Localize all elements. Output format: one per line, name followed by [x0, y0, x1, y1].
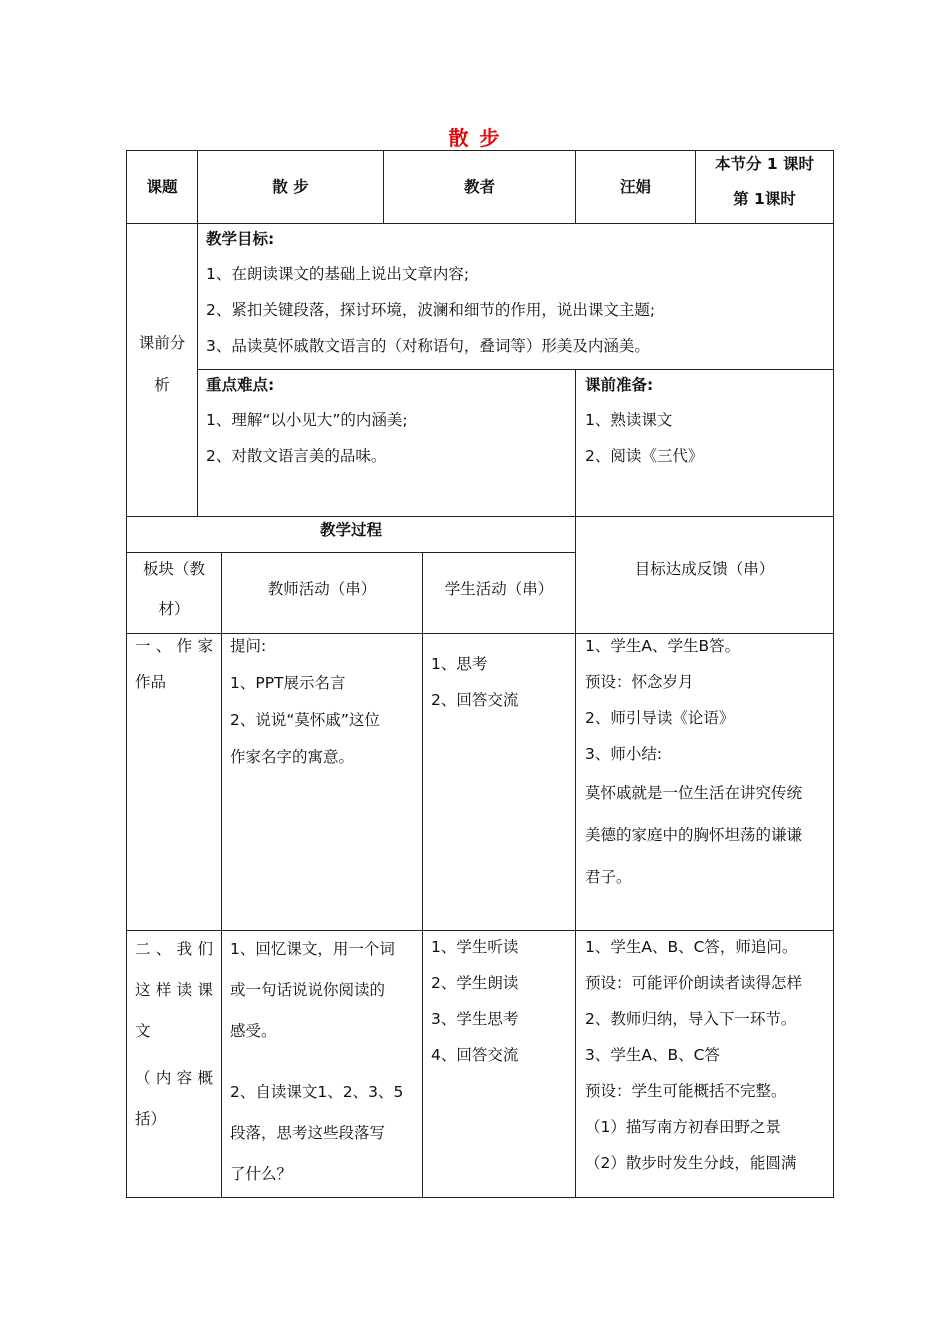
col-teacher-header: 教师活动（串）	[267, 580, 377, 598]
goal-item: 2、紧扣关键段落，探讨环境，波澜和细节的作用，说出课文主题;	[206, 301, 656, 319]
pre-analysis-label-1: 课前分	[138, 334, 186, 352]
pre-analysis-label-2: 析	[154, 376, 170, 394]
label-teacher: 教者	[463, 178, 495, 196]
row1-student: 1、思考 2、回答交流	[431, 655, 519, 709]
row1-feedback: 1、学生A、学生B答。 预设：怀念岁月 2、师引导读《论语》 3、师小结: 莫怀戚就是一位生活在讲究传统 美德的家庭中的胸怀坦荡的谦谦 君子。	[585, 637, 803, 886]
row2-student: 1、学生听读 2、学生朗读 3、学生思考 4、回答交流	[431, 938, 519, 1064]
keypoints-heading: 重点难点:	[206, 376, 275, 394]
goals-heading: 教学目标:	[206, 230, 275, 248]
row2-teacher: 1、回忆课文，用一个词 或一句话说说你阅读的 感受。 2、自读课文1、2、3、5 段落，思考这些段落写 了什么？	[230, 940, 404, 1183]
process-heading: 教学过程	[319, 521, 382, 539]
col-block-header-2: 材）	[158, 600, 190, 618]
row1-teacher: 提问: 1、PPT展示名言 2、说说“莫怀戚”这位 作家名字的寓意。	[230, 637, 380, 766]
row1-block: 一、作家 作品	[135, 637, 213, 691]
row2-block: 二、我们 这样读课 文 （内容概 括）	[135, 940, 213, 1128]
col-block-header-1: 板块（教	[142, 560, 205, 578]
col-feedback-header: 目标达成反馈（串）	[634, 560, 775, 578]
goal-item: 1、在朗读课文的基础上说出文章内容;	[206, 265, 470, 283]
keypoint-item: 1、理解“以小见大”的内涵美;	[206, 411, 408, 429]
lesson-number: 第 1课时	[733, 190, 796, 208]
row2-feedback: 1、学生A、B、C答，师追问。 预设：可能评价朗读者读得怎样 2、教师归纳，导入下一环节。 3、学生A、B、C答 预设：学生可能概括不完整。 （1）描写南方初春田野之景 （2）散步时发生分歧，能圆满	[585, 938, 803, 1172]
keypoint-item: 2、对散文语言美的品味。	[206, 447, 387, 465]
col-student-header: 学生活动（串）	[444, 580, 554, 598]
prep-item: 1、熟读课文	[585, 411, 673, 429]
prep-heading: 课前准备:	[585, 376, 654, 394]
goal-item: 3、品读莫怀戚散文语言的（对称语句，叠词等）形美及内涵美。	[206, 337, 650, 355]
label-topic: 课题	[146, 178, 178, 196]
prep-item: 2、阅读《三代》	[585, 447, 704, 465]
topic-value: 散 步	[272, 178, 309, 196]
teacher-name: 汪娟	[619, 178, 651, 196]
document-title: 散 步	[448, 126, 502, 150]
lesson-count: 本节分 1 课时	[714, 155, 815, 173]
